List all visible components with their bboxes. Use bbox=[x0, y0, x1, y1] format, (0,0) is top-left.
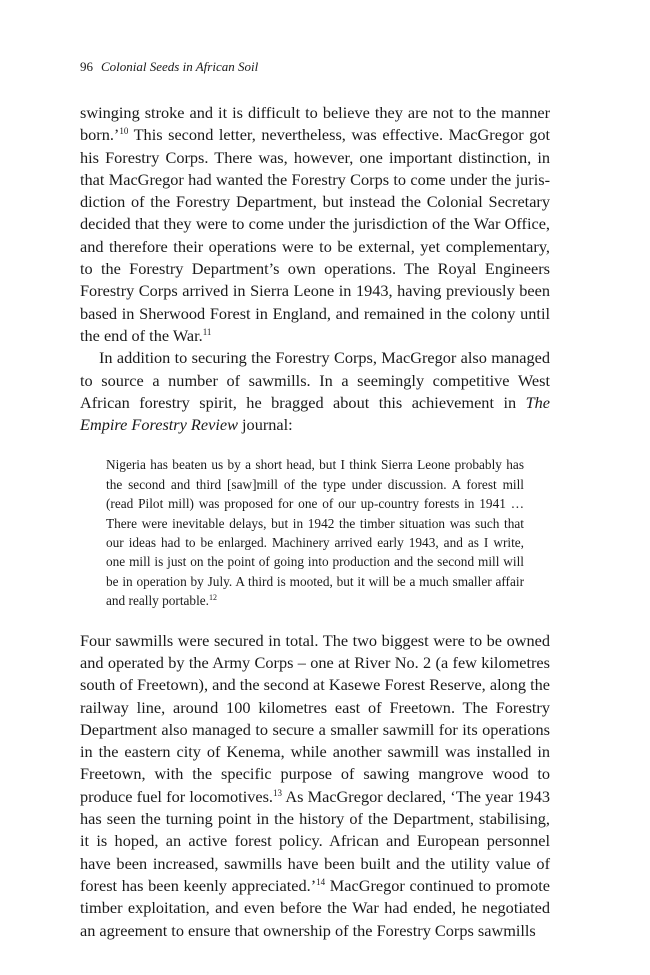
block-quote bbox=[106, 455, 524, 610]
footnote-ref-14: 14 bbox=[316, 876, 326, 887]
paragraph-2-text-b: journal: bbox=[237, 415, 293, 435]
book-page bbox=[80, 58, 550, 942]
body-text bbox=[80, 102, 550, 942]
paragraph-2 bbox=[80, 347, 550, 436]
paragraph-3-text-b: As MacGregor declared, ‘The year 1943 has seen the turning point in the history of the Department, stabilising, it is hoped, an active forest policy. African and European personnel have been increased, sawmills have been built and the utility value of forest has been keenly appreciated.’ bbox=[80, 786, 550, 895]
page-number: 96 bbox=[80, 59, 93, 74]
paragraph-1 bbox=[80, 102, 550, 347]
paragraph-3-text-a: Four sawmills were secured in total. The two biggest were to be owned and operated by the Army Corps – one at River No. 2 (a few kilometres south of Freetown), and the second at Kasewe Forest Reserve, along the railway line, around 100 kilometres east of Freetown. The Forestry Department also managed to secure a smaller sawmill for its operations in the eastern city of Kenema, while another sawmill was installed in Freetown, with the specific purpose of sawing mangrove wood to produce fuel for locomotives. bbox=[80, 630, 550, 806]
paragraph-1-text-b: This second letter, nevertheless, was effective. MacGregor got his Forestry Corps. There was, however, one important distinction, in that MacGregor had wanted the Forestry Corps to come under the jurisdiction of the Forestry Department, but instead the Colonial Secretary decided that they were to come under the jurisdiction of the War Office, and therefore their operations were to be external, yet complementary, to the Forestry Department’s own operations. The Royal Engineers Forestry Corps arrived in Sierra Leone in 1943, having previously been based in Sherwood Forest in England, and remained in the colony until the end of the War. bbox=[80, 125, 550, 345]
footnote-ref-10: 10 bbox=[119, 126, 129, 137]
footnote-ref-11: 11 bbox=[202, 326, 212, 337]
paragraph-3 bbox=[80, 630, 550, 942]
paragraph-1-text-a: swinging stroke and it is difficult to believe they are not to the manner born.’ bbox=[80, 103, 550, 145]
paragraph-2-text-a: In addition to securing the Forestry Corps, MacGregor also managed to source a number of sawmills. In a seemingly competitive West African forestry spirit, he bragged about this achievement in bbox=[80, 348, 550, 412]
footnote-ref-12: 12 bbox=[209, 593, 218, 603]
book-title: Colonial Seeds in African Soil bbox=[101, 59, 259, 74]
journal-title: The Empire Forestry Review bbox=[80, 392, 550, 435]
paragraph-3-text-c: MacGregor continued to promote timber exploitation, and even before the War had ended, he negotiated an agreement to ensure that ownership of the Forestry Corps sawmills bbox=[80, 875, 550, 940]
footnote-ref-13: 13 bbox=[273, 787, 283, 798]
running-header bbox=[80, 58, 550, 76]
block-quote-text: Nigeria has beaten us by a short head, but I think Sierra Leone probably has the second and third [saw]mill of the type under discussion. A forest mill (read Pilot mill) was proposed for one of our up-country forests in 1941 … There were inevitable delays, but in 1942 the timber situation was such that our ideas had to be enlarged. Machinery arrived early 1943, and as I write, one mill is just on the point of going into production and the second mill will be in operation by July. A third is mooted, but it will be a much smaller affair and really portable. bbox=[106, 457, 524, 609]
